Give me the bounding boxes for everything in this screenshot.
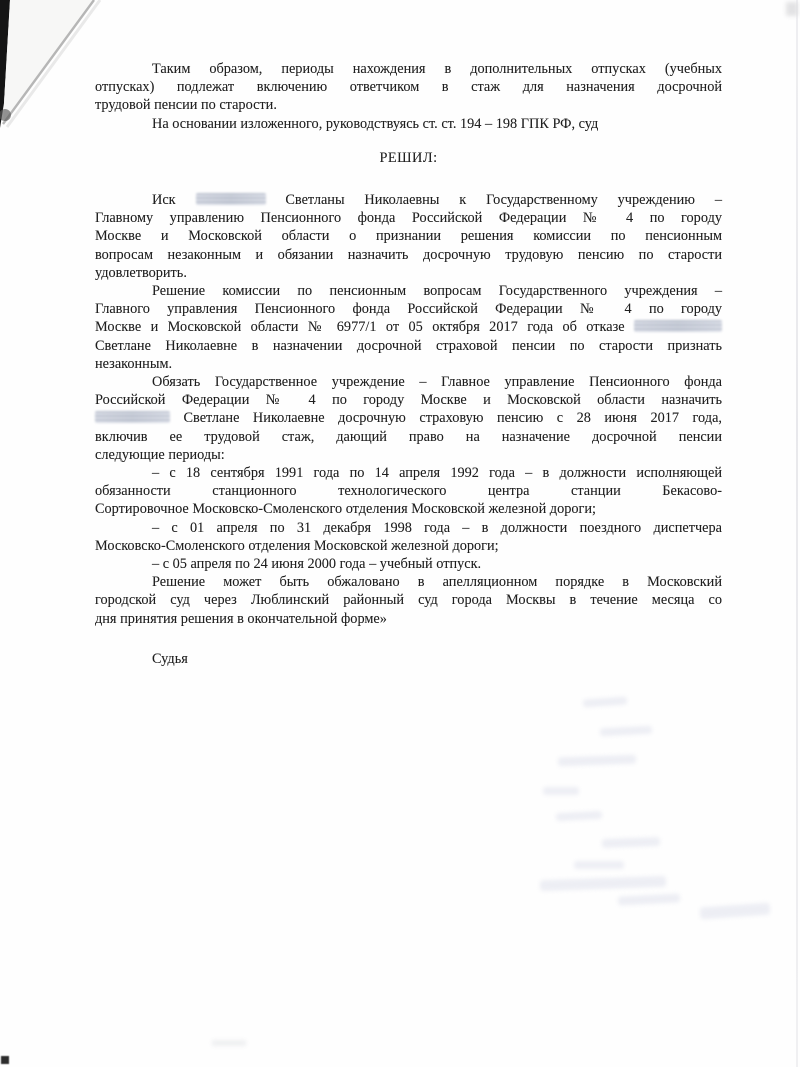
text-segment: Московско-Смоленского отделения Московской железной дороги; [95, 537, 499, 554]
text-line [95, 115, 722, 133]
text-line [95, 355, 722, 373]
text-segment: Решение комиссии по пенсионным вопросам Государственного учреждения – [152, 283, 722, 300]
text-line [95, 519, 722, 537]
text-line [95, 337, 722, 355]
bleed-through-artifact [600, 726, 652, 737]
bleed-through-artifact [556, 811, 602, 821]
paragraph [95, 573, 722, 628]
redacted-name [95, 411, 170, 423]
text-line [95, 96, 722, 114]
paragraph [95, 115, 722, 133]
text-line [95, 373, 722, 391]
text-line [95, 191, 722, 209]
text-segment: Москве и Московской области № 6977/1 от 05 октября 2017 года об отказе [95, 319, 634, 336]
text-line [95, 482, 722, 500]
paragraph [95, 519, 722, 555]
paragraph [95, 191, 722, 282]
paragraph [95, 373, 722, 464]
text-line [95, 591, 722, 609]
page-edge-line [796, 0, 798, 1067]
text-line [95, 264, 722, 282]
text-segment: Светланы Николаевны к Государственному учреждению – [265, 192, 722, 209]
text-segment: обязанности станционного технологического центра станции Бекасово- [95, 483, 722, 500]
bleed-through-artifact [618, 893, 680, 905]
text-segment: Решение может быть обжаловано в апелляционном порядке в Московский [152, 574, 722, 591]
text-segment: – с 18 сентября 1991 года по 14 апреля 1992 года – в должности исполняющей [152, 465, 722, 482]
text-segment: – с 05 апреля по 24 июня 2000 года – учебный отпуск. [152, 556, 482, 573]
text-segment: вопросам незаконным и обязании назначить досрочную трудовую пенсию по старости [95, 246, 722, 263]
paragraph [95, 464, 722, 519]
text-line [95, 446, 722, 464]
text-line [95, 537, 722, 555]
scan-smudge [786, 2, 798, 16]
bleed-through-artifact [700, 903, 771, 920]
text-segment: – с 01 апреля по 31 декабря 1998 года – в должности поездного диспетчера [152, 519, 722, 536]
text-segment: Таким образом, периоды нахождения в дополнительных отпусках (учебных [152, 61, 722, 77]
text-segment: дня принятия решения в окончательной форме» [95, 610, 387, 627]
text-line [95, 300, 722, 318]
text-line [95, 246, 722, 264]
text-segment: Иск [152, 192, 196, 209]
text-segment: отпусках) подлежат включению ответчиком в стаж для назначения досрочной [95, 79, 722, 96]
text-segment: Обязать Государственное учреждение – Главное управление Пенсионного фонда [152, 374, 722, 391]
bleed-through-artifact [574, 861, 624, 869]
bleed-through-artifact [602, 837, 660, 848]
text-line [95, 500, 722, 518]
redacted-name [196, 193, 266, 205]
text-line [95, 464, 722, 482]
text-segment: Главному управлению Пенсионного фонда Российской Федерации № 4 по городу [95, 210, 722, 227]
text-line [95, 555, 722, 573]
text-line [95, 573, 722, 591]
text-segment: включив ее трудовой стаж, дающий право на назначение досрочной пенсии [95, 428, 722, 445]
text-segment: удовлетворить. [95, 264, 187, 281]
text-line [95, 227, 722, 245]
bleed-through-artifact [540, 876, 666, 891]
text-segment: следующие периоды: [95, 446, 225, 463]
redacted-name [634, 320, 722, 332]
scan-speck [1, 1056, 9, 1064]
text-segment: Москве и Московской области о признании решения комиссии по пенсионным [95, 228, 722, 245]
text-segment: Светлане Николаевне в назначении досрочной страховой пенсии по старости признать [95, 337, 722, 354]
text-column [95, 60, 722, 668]
bleed-through-artifact [543, 787, 579, 795]
paragraph [95, 555, 722, 573]
text-segment: На основании изложенного, руководствуясь ст. ст. 194 – 198 ГПК РФ, суд [152, 115, 599, 132]
text-line [95, 428, 722, 446]
text-line [95, 60, 722, 78]
text-line [95, 318, 722, 336]
paragraph [95, 282, 722, 373]
text-segment: трудовой пенсии по старости. [95, 97, 277, 114]
text-segment: незаконным. [95, 355, 173, 372]
bleed-through-artifact [583, 696, 627, 707]
judge-signature-label: Судья [152, 650, 188, 667]
text-segment: Светлане Николаевне досрочную страховую пенсию с 28 июня 2017 года, [170, 410, 722, 427]
text-line [95, 409, 722, 427]
bleed-through-artifact [558, 755, 636, 767]
text-segment: Российской Федерации № 4 по городу Москве и Московской области назначить [95, 392, 722, 409]
text-line [95, 282, 722, 300]
text-segment: Сортировочное Московско-Смоленского отделения Московской железной дороги; [95, 501, 597, 518]
text-segment: Главного управления Пенсионного фонда Российской Федерации № 4 по городу [95, 301, 722, 318]
decision-heading: РЕШИЛ: [379, 149, 438, 166]
text-line [95, 391, 722, 409]
scan-smudge [212, 1040, 246, 1046]
text-line [95, 610, 722, 628]
text-line [95, 78, 722, 96]
paragraph [95, 60, 722, 115]
text-line [95, 209, 722, 227]
text-segment: городской суд через Люблинский районный суд города Москвы в течение месяца со [95, 592, 722, 609]
